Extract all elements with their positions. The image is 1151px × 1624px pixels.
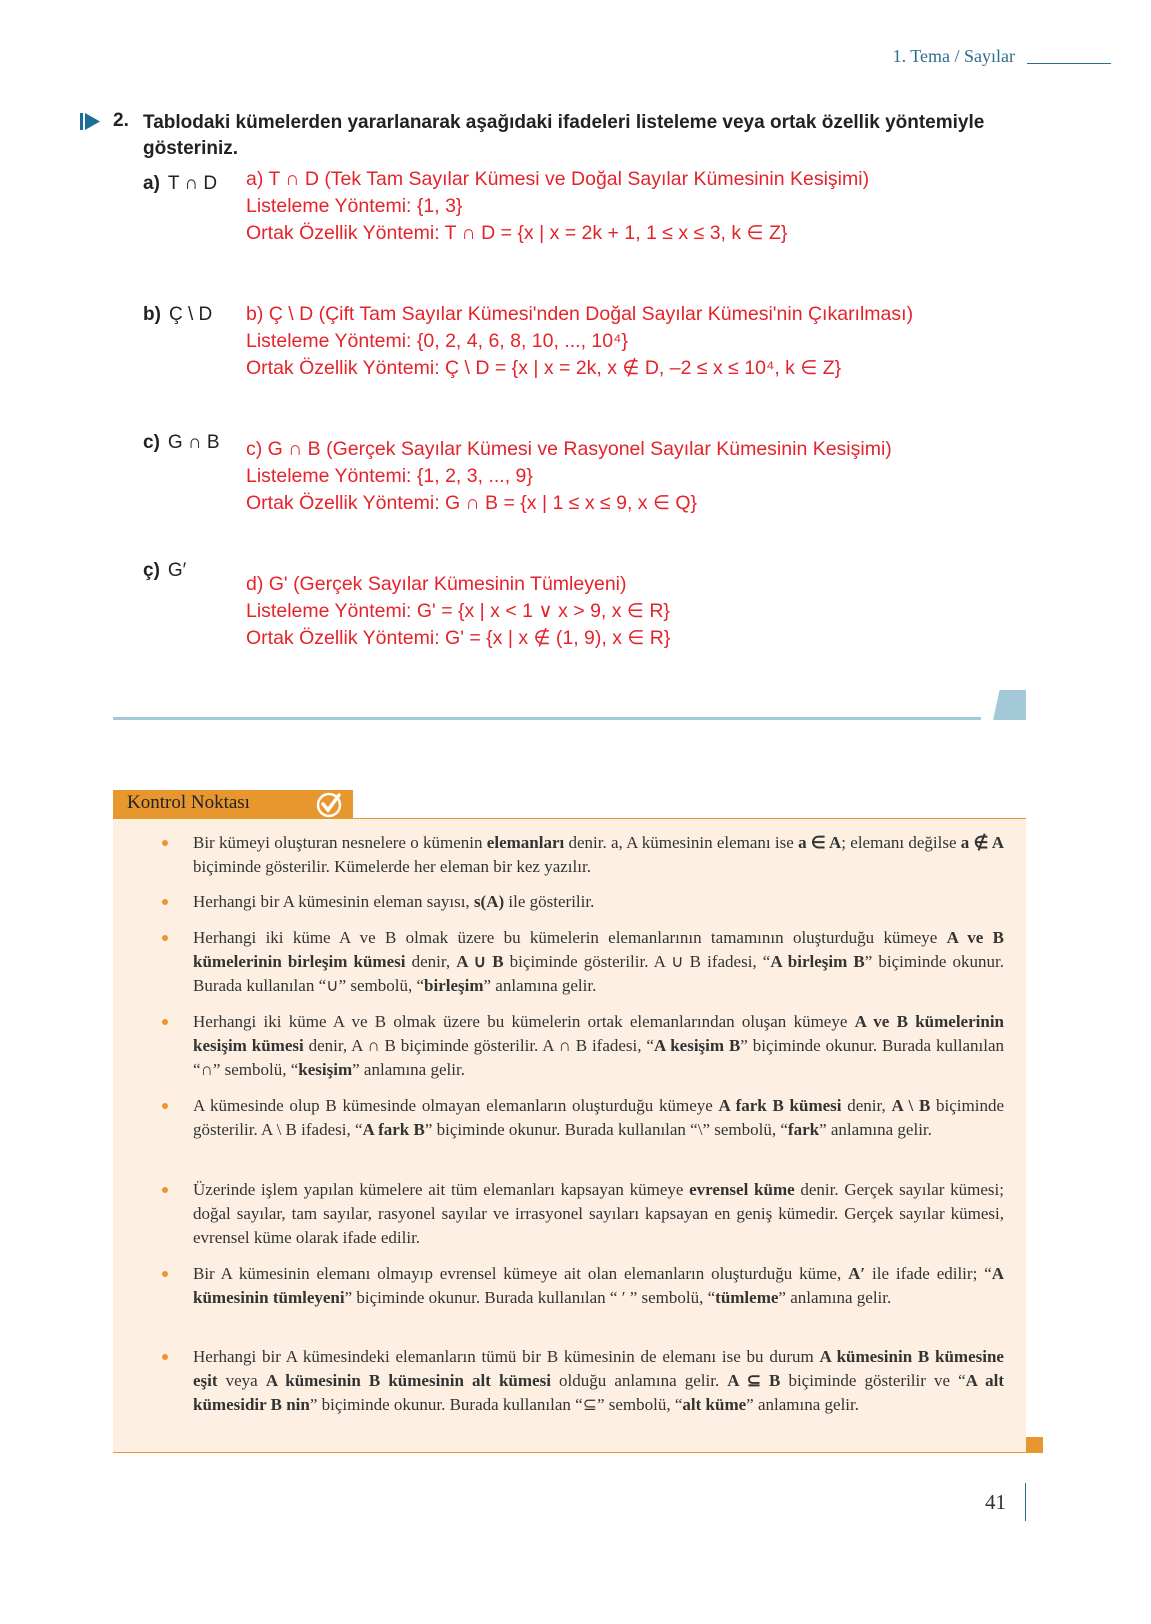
text-segment: ” biçiminde okunur. Burada kullanılan “ ′ ” sembolü, “ [344,1288,716,1307]
section-header: 1. Tema / Sayılar [892,46,1015,66]
bold-term: A kümesinin B kümesinin alt kümesi [265,1371,551,1390]
answer-line: c) G ∩ B (Gerçek Sayılar Kümesi ve Rasyonel Sayılar Kümesinin Kesişimi) [246,438,892,460]
bullet-icon [162,1354,168,1360]
text-segment: biçiminde gösterilir. A \ B ifadesi, “ [193,1096,1005,1139]
answer-line: b) Ç \ D (Çift Tam Sayılar Kümesi'nden Doğal Sayılar Kümesi'nin Çıkarılması) [246,303,914,325]
text-segment: ile gösterilir. [504,892,595,911]
play-arrow-icon [80,113,100,130]
text-segment: denir, A ∩ B biçiminde gösterilir. A ∩ B ifadesi, “ [303,1036,654,1055]
bullet-icon [162,840,168,846]
text-segment: denir. a, A kümesinin elemanı ise [564,833,799,852]
question-text: Tablodaki kümelerden yararlanarak aşağıdaki ifadeleri listeleme veya ortak özellik yöntemiyle gösteriniz. [143,112,985,159]
bold-term: A kesişim B [653,1036,741,1055]
bold-term: A ∪ B [456,952,504,971]
checkpoint-bullet [193,926,1004,998]
item-letter: b) [143,304,161,325]
item-label [143,304,212,326]
answer-line: Ortak Özellik Yöntemi: G' = {x | x ∉ (1, 9), x ∈ R} [246,627,671,649]
item-letter: a) [143,173,160,194]
answer-line: Ortak Özellik Yöntemi: Ç \ D = {x | x = 2k, x ∉ D, –2 ≤ x ≤ 10⁴, k ∈ Z} [246,357,842,379]
text-segment: ; elemanı değilse [841,833,961,852]
text-segment: olduğu anlamına gelir. [550,1371,728,1390]
bold-term: elemanları [486,833,565,852]
item-expression: Ç \ D [168,304,213,325]
text-segment: Üzerinde işlem yapılan kümelere ait tüm elemanları kapsayan kümeye [193,1180,690,1199]
item-answer [246,436,892,517]
text-segment: Herhangi bir A kümesindeki elemanların tümü bir B kümesinin de elemanı ise bu durum [193,1347,820,1366]
bold-term: A ⊆ B [727,1371,781,1390]
checkpoint-bullet [193,831,1004,879]
answer-line: Ortak Özellik Yöntemi: T ∩ D = {x | x = 2k + 1, 1 ≤ x ≤ 3, k ∈ Z} [246,222,788,244]
bold-term: A kümesinin B kümesine eşit [193,1347,1004,1390]
text-segment: ” biçiminde okunur. Burada kullanılan “∩” sembolü, “ [193,1036,1004,1079]
text-segment: ” anlamına gelir. [483,976,597,995]
answer-line: Listeleme Yöntemi: {0, 2, 4, 6, 8, 10, ..., 10⁴} [246,330,629,352]
bold-term: a ∈ A [798,833,842,852]
bold-term: tümleme [715,1288,779,1307]
page-number-rule [1025,1483,1026,1521]
item-expression: T ∩ D [167,173,218,194]
text-segment: Herhangi iki küme A ve B olmak üzere bu kümelerin ortak elemanlarından oluşan kümeye [193,1012,855,1031]
text-segment: veya [217,1371,266,1390]
text-segment: ile ifade edilir; “ [865,1264,992,1283]
bold-term: fark [787,1120,820,1139]
checkpoint-bullet [193,1010,1004,1082]
checkmark-circle-icon [314,790,344,820]
item-label [143,173,217,195]
bold-term: A birleşim B [770,952,865,971]
bold-term: A alt kümesidir B nin [193,1371,1004,1414]
answer-line: Listeleme Yöntemi: {1, 2, 3, ..., 9} [246,465,533,487]
bold-term: A fark B kümesi [718,1096,842,1115]
divider-tab [993,690,1026,720]
page-number: 41 [985,1490,1006,1514]
checkpoint-bullet [193,1178,1004,1250]
bold-term: A \ B [891,1096,931,1115]
checkpoint-bullet [193,1262,1004,1310]
answer-line: Listeleme Yöntemi: {1, 3} [246,195,463,217]
text-segment: biçiminde gösterilir ve “ [780,1371,966,1390]
item-answer [246,166,869,247]
bold-term: alt küme [682,1395,747,1414]
text-segment: Bir kümeyi oluşturan nesnelere o kümenin [193,833,487,852]
item-letter: ç) [143,560,160,581]
bold-term: A fark B [362,1120,425,1139]
answer-line: Ortak Özellik Yöntemi: G ∩ B = {x | 1 ≤ x ≤ 9, x ∈ Q} [246,492,698,514]
item-label [143,560,186,582]
checkpoint-bullet [193,1094,1004,1142]
bold-term: A kümesinin tümleyeni [193,1264,1004,1307]
bullet-icon [162,1103,168,1109]
item-answer [246,571,670,652]
item-answer [246,301,913,382]
bullet-icon [162,1187,168,1193]
text-segment: ” biçiminde okunur. Burada kullanılan “∪” sembolü, “ [193,952,1004,995]
bold-term: evrensel küme [689,1180,795,1199]
answer-line: a) T ∩ D (Tek Tam Sayılar Kümesi ve Doğal Sayılar Kümesinin Kesişimi) [246,168,870,190]
text-segment: Herhangi iki küme A ve B olmak üzere bu kümelerin elemanlarının tamamının oluşturduğu kümeye [193,928,947,947]
text-segment: ” anlamına gelir. [746,1395,859,1414]
text-segment: ” biçiminde okunur. Burada kullanılan “\” sembolü, “ [424,1120,788,1139]
text-segment: A kümesinde olup B kümesinde olmayan elemanların oluşturduğu kümeye [193,1096,719,1115]
corner-marker [1026,1437,1043,1453]
answer-line: Listeleme Yöntemi: G' = {x | x < 1 ∨ x > 9, x ∈ R} [246,600,670,622]
item-expression: G ∩ B [167,432,220,453]
bullet-icon [162,935,168,941]
text-segment: biçiminde gösterilir. A ∪ B ifadesi, “ [503,952,771,971]
bold-term: A ve B kümelerinin birleşim kümesi [193,928,1004,971]
text-segment: denir, [405,952,457,971]
question-number: 2. [113,110,129,131]
text-segment: Herhangi bir A kümesinin eleman sayısı, [193,892,474,911]
checkpoint-bullet [193,1345,1004,1417]
text-segment: Bir A kümesinin elemanı olmayıp evrensel kümeye ait olan elemanların oluşturduğu küme, [193,1264,849,1283]
bold-term: kesişim [298,1060,353,1079]
text-segment: denir. Gerçek sayılar kümesi; doğal sayılar, tam sayılar, rasyonel sayılar ve irrasyonel sayıları kapsayan en geniş kümedir. Gerçek sayılar kümesi, evrensel küme olarak ifade edilir. [193,1180,1004,1247]
bullet-icon [162,1019,168,1025]
bold-term: a ∉ A [960,833,1004,852]
text-segment: ” anlamına gelir. [778,1288,892,1307]
bullet-icon [162,1271,168,1277]
bold-term: s(A) [473,892,505,911]
checkpoint-bullet [193,890,1004,914]
item-label [143,432,220,454]
text-segment: ” anlamına gelir. [352,1060,465,1079]
bold-term: birleşim [424,976,484,995]
header-rule [1027,63,1111,64]
section-divider [113,717,981,720]
text-segment: ” anlamına gelir. [819,1120,932,1139]
bold-term: A′ [848,1264,866,1283]
item-expression: G′ [167,560,187,581]
bullet-icon [162,899,168,905]
text-segment: biçiminde gösterilir. Kümelerde her eleman bir kez yazılır. [193,857,591,876]
text-segment: ” biçiminde okunur. Burada kullanılan “⊆” sembolü, “ [309,1395,683,1414]
bold-term: A ve B kümelerinin kesişim kümesi [193,1012,1004,1055]
answer-line: d) G' (Gerçek Sayılar Kümesinin Tümleyeni) [246,573,627,595]
text-segment: denir, [841,1096,892,1115]
checkpoint-title: Kontrol Noktası [127,792,250,813]
item-letter: c) [143,432,160,453]
